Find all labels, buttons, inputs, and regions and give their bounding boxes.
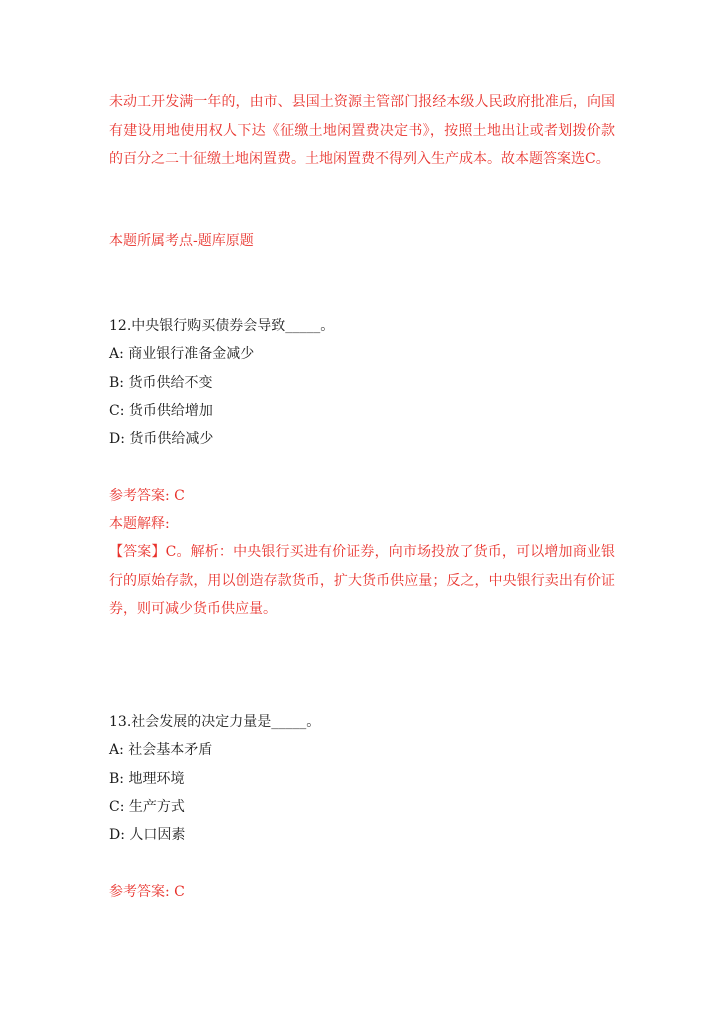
q13-option-c: C: 生产方式	[109, 799, 185, 815]
q12-answer: 参考答案: C	[109, 488, 185, 504]
q12-option-b: B: 货币供给不变	[109, 375, 213, 391]
q13-answer: 参考答案: C	[109, 884, 185, 900]
q12-option-d: D: 货币供给减少	[109, 431, 214, 447]
q12-option-a: A: 商业银行准备金减少	[109, 346, 255, 362]
q13-option-d: D: 人口因素	[109, 827, 186, 843]
q11-source: 本题所属考点-题库原题	[109, 233, 254, 249]
q12-explanation: 【答案】C。解析：中央银行买进有价证券，向市场投放了货币，可以增加商业银行的原始存款，用以创造存款货币，扩大货币供应量；反之，中央银行卖出有价证券，则可减少货币供应量。	[109, 544, 615, 617]
q13-option-a: A: 社会基本矛盾	[109, 742, 213, 758]
q11-explanation: 未动工开发满一年的，由市、县国土资源主管部门报经本级人民政府批准后，向国有建设用地使用权人下达《征缴土地闲置费决定书》，按照土地出让或者划拨价款的百分之二十征缴土地闲置费。土地闲置费不得列入生产成本。故本题答案选C。	[109, 94, 615, 167]
q12-option-c: C: 货币供给增加	[109, 403, 213, 419]
q13-option-b: B: 地理环境	[109, 771, 185, 787]
q12-explanation-label: 本题解释:	[109, 516, 170, 532]
q13-question: 13.社会发展的决定力量是_____。	[109, 714, 321, 730]
q12-question: 12.中央银行购买债券会导致_____。	[109, 318, 335, 334]
